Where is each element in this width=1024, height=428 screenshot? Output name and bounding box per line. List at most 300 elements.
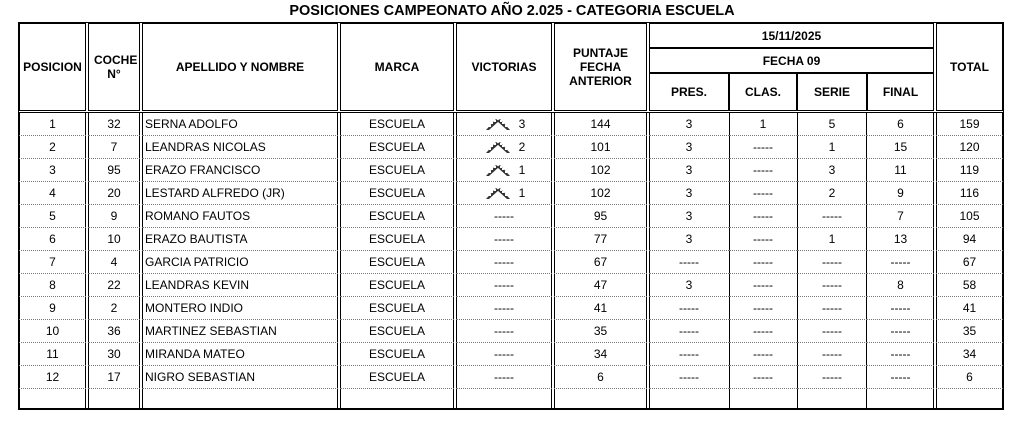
cell-text: 2 [49, 140, 56, 154]
cell-coche [88, 274, 140, 297]
cell-text: ESCUELA [368, 370, 426, 384]
cell-final [867, 113, 934, 136]
cell-text: 1 [828, 232, 836, 246]
cell-text: ----- [753, 278, 773, 292]
header-clas [729, 73, 797, 111]
cell-nombre [142, 274, 338, 297]
cell-text: ----- [890, 301, 911, 315]
cell-total [936, 182, 1003, 205]
cell-pres [649, 297, 729, 320]
cell-text: SERNA ADOLFO [145, 117, 238, 131]
header-fecha-label: FECHA 09 [762, 53, 821, 68]
cell-pres [649, 159, 729, 182]
cell-text: 5 [49, 209, 56, 223]
cell-total [936, 251, 1003, 274]
cell-clas [729, 228, 797, 251]
cell-text: 32 [107, 117, 121, 131]
table-row [0, 343, 1024, 366]
cell-text: 41 [593, 301, 608, 315]
cell-text: ----- [494, 232, 514, 246]
cell-text: ROMANO FAUTOS [145, 209, 251, 223]
cell-text: ESCUELA [368, 347, 426, 361]
header-posicion-label: POSICION [23, 60, 82, 74]
cell-text: ----- [822, 301, 842, 315]
cell-total [936, 320, 1003, 343]
cell-marca [340, 182, 454, 205]
row-separator [340, 388, 454, 389]
cell-text: 30 [107, 347, 121, 361]
cell-total [936, 366, 1003, 389]
victorias-group [456, 113, 552, 136]
cell-pres [649, 251, 729, 274]
cell-text: 34 [962, 347, 977, 361]
cell-final [867, 251, 934, 274]
cell-text: 8 [49, 278, 56, 292]
cell-text: ----- [494, 324, 514, 338]
cell-text: 94 [962, 232, 977, 246]
cell-text: 35 [593, 324, 608, 338]
cell-text: 22 [107, 278, 121, 292]
cell-final [867, 274, 934, 297]
cell-text: 9 [49, 301, 56, 315]
cell-text: 119 [959, 163, 980, 177]
header-total-label: TOTAL [950, 60, 989, 74]
cell-text: 17 [107, 370, 121, 384]
cell-text: ----- [753, 140, 773, 154]
cell-nombre [142, 343, 338, 366]
cell-text: 3 [685, 140, 693, 154]
cell-coche [88, 251, 140, 274]
cell-pres [649, 366, 729, 389]
cell-text: ----- [753, 370, 773, 384]
cell-text: ESCUELA [368, 278, 426, 292]
cell-marca [340, 343, 454, 366]
cell-text: 3 [828, 163, 836, 177]
table-row [0, 205, 1024, 228]
cell-victorias [456, 251, 552, 274]
cell-text: ----- [753, 209, 773, 223]
cell-coche [88, 366, 140, 389]
header-clas-label: CLAS. [745, 85, 781, 99]
cell-final [867, 205, 934, 228]
cell-text: 102 [590, 186, 611, 200]
cell-pres [649, 205, 729, 228]
cell-text: ESCUELA [368, 209, 426, 223]
cell-text: 5 [828, 117, 836, 131]
cell-serie [797, 159, 867, 182]
header-victorias-label: VICTORIAS [471, 60, 537, 74]
cell-serie [797, 205, 867, 228]
cell-clas [729, 297, 797, 320]
cell-coche [88, 205, 140, 228]
cell-text: ESCUELA [368, 163, 426, 177]
cell-serie [797, 343, 867, 366]
cell-text: 6 [597, 370, 604, 384]
cell-text: ----- [679, 324, 699, 338]
victorias-count: 3 [518, 117, 526, 131]
cell-total [936, 113, 1003, 136]
cell-final [867, 297, 934, 320]
cell-anterior [554, 159, 647, 182]
cell-serie [797, 274, 867, 297]
cell-pos [19, 274, 86, 297]
cell-text: 13 [893, 232, 908, 246]
cell-text: MARTINEZ SEBASTIAN [145, 324, 277, 338]
cell-text: 41 [962, 301, 977, 315]
cell-pos [19, 113, 86, 136]
cell-final [867, 159, 934, 182]
cell-text: ----- [890, 324, 911, 338]
cell-marca [340, 251, 454, 274]
victorias-count: 1 [518, 163, 526, 177]
cell-pos [19, 320, 86, 343]
cell-marca [340, 136, 454, 159]
header-fecha [649, 48, 934, 73]
cell-victorias [456, 274, 552, 297]
cell-text: ----- [822, 209, 842, 223]
table-row [0, 113, 1024, 136]
row-separator [729, 388, 797, 389]
cell-victorias [456, 205, 552, 228]
cell-text: ERAZO BAUTISTA [145, 232, 248, 246]
cell-coche [88, 136, 140, 159]
cell-pres [649, 182, 729, 205]
cell-victorias [456, 366, 552, 389]
cell-text: 20 [107, 186, 121, 200]
header-puntaje-label: PUNTAJE FECHA ANTERIOR [569, 46, 632, 88]
cell-clas [729, 343, 797, 366]
cell-marca [340, 366, 454, 389]
header-puntaje [554, 23, 647, 111]
cell-text: LESTARD ALFREDO (JR) [145, 186, 285, 200]
cell-total [936, 159, 1003, 182]
cell-nombre [142, 366, 338, 389]
cell-text: 159 [959, 117, 980, 131]
cell-text: 3 [685, 209, 693, 223]
cell-final [867, 320, 934, 343]
table-row [0, 136, 1024, 159]
cell-pos [19, 366, 86, 389]
cell-total [936, 343, 1003, 366]
cell-text: 67 [962, 255, 977, 269]
cell-text: 10 [45, 324, 60, 338]
cell-text: 1 [49, 117, 56, 131]
cell-text: ----- [494, 370, 514, 384]
cell-text: ESCUELA [368, 140, 426, 154]
cell-final [867, 228, 934, 251]
row-separator [797, 388, 867, 389]
cell-victorias [456, 136, 552, 159]
cell-text: ----- [753, 232, 773, 246]
cell-text: 58 [962, 278, 977, 292]
header-final [867, 73, 934, 111]
cell-clas [729, 251, 797, 274]
cell-anterior [554, 366, 647, 389]
header-posicion [19, 23, 86, 111]
cell-text: ----- [753, 163, 773, 177]
cell-text: 7 [897, 209, 904, 223]
cell-anterior [554, 274, 647, 297]
cell-text: MIRANDA MATEO [145, 347, 245, 361]
cell-marca [340, 113, 454, 136]
body-bottom-border [19, 408, 1003, 409]
cell-coche [88, 343, 140, 366]
cell-clas [729, 136, 797, 159]
cell-anterior [554, 113, 647, 136]
cell-text: 9 [897, 186, 904, 200]
cell-pos [19, 182, 86, 205]
checkered-flags-icon [483, 187, 513, 200]
table-row [0, 159, 1024, 182]
cell-text: LEANDRAS NICOLAS [145, 140, 266, 154]
cell-serie [797, 113, 867, 136]
cell-pos [19, 343, 86, 366]
cell-anterior [554, 320, 647, 343]
row-separator [142, 388, 338, 389]
cell-nombre [142, 113, 338, 136]
cell-anterior [554, 205, 647, 228]
cell-text: ----- [890, 347, 911, 361]
cell-text: ----- [494, 209, 514, 223]
cell-text: ESCUELA [368, 324, 426, 338]
cell-marca [340, 159, 454, 182]
cell-victorias [456, 159, 552, 182]
cell-coche [88, 182, 140, 205]
cell-text: ----- [822, 324, 842, 338]
cell-pos [19, 297, 86, 320]
header-pres [649, 73, 729, 111]
cell-text: ----- [753, 324, 773, 338]
header-victorias [456, 23, 552, 111]
cell-total [936, 136, 1003, 159]
cell-nombre [142, 205, 338, 228]
victorias-group [456, 159, 552, 182]
cell-text: ----- [679, 301, 699, 315]
cell-nombre [142, 251, 338, 274]
cell-victorias [456, 320, 552, 343]
cell-coche [88, 159, 140, 182]
cell-text: 6 [49, 232, 56, 246]
cell-text: 7 [49, 255, 56, 269]
cell-text: NIGRO SEBASTIAN [145, 370, 256, 384]
cell-text: ----- [890, 370, 911, 384]
cell-anterior [554, 251, 647, 274]
cell-text: 8 [897, 278, 904, 292]
table-row [0, 320, 1024, 343]
cell-total [936, 228, 1003, 251]
cell-nombre [142, 136, 338, 159]
cell-marca [340, 205, 454, 228]
cell-pres [649, 113, 729, 136]
cell-text: 47 [593, 278, 608, 292]
cell-text: 3 [685, 186, 693, 200]
cell-text: 35 [962, 324, 977, 338]
cell-clas [729, 366, 797, 389]
victorias-group [456, 136, 552, 159]
cell-text: ----- [494, 255, 514, 269]
header-serie-label: SERIE [813, 85, 850, 99]
cell-serie [797, 182, 867, 205]
cell-marca [340, 297, 454, 320]
cell-text: 120 [959, 140, 980, 154]
cell-text: ESCUELA [368, 117, 426, 131]
cell-anterior [554, 228, 647, 251]
cell-victorias [456, 297, 552, 320]
header-total [936, 23, 1003, 111]
cell-nombre [142, 159, 338, 182]
table-row [0, 274, 1024, 297]
cell-serie [797, 228, 867, 251]
cell-text: 9 [110, 209, 118, 223]
cell-text: ----- [822, 278, 842, 292]
cell-text: 3 [685, 163, 693, 177]
cell-text: GARCIA PATRICIO [145, 255, 249, 269]
cell-text: 102 [590, 163, 611, 177]
cell-anterior [554, 343, 647, 366]
cell-pos [19, 136, 86, 159]
cell-text: 144 [590, 117, 611, 131]
victorias-count: 2 [518, 140, 526, 154]
row-separator [88, 388, 140, 389]
cell-coche [88, 320, 140, 343]
cell-text: ----- [679, 370, 699, 384]
cell-coche [88, 228, 140, 251]
cell-final [867, 136, 934, 159]
cell-victorias [456, 113, 552, 136]
header-coche-label: COCHE N° [94, 53, 138, 81]
cell-text: ESCUELA [368, 232, 426, 246]
cell-nombre [142, 228, 338, 251]
cell-text: 1 [759, 117, 767, 131]
cell-clas [729, 205, 797, 228]
cell-text: 4 [110, 255, 118, 269]
row-separator [554, 388, 647, 389]
cell-text: 34 [593, 347, 608, 361]
cell-text: ----- [753, 347, 773, 361]
cell-serie [797, 136, 867, 159]
row-separator [936, 388, 1003, 389]
cell-pres [649, 343, 729, 366]
cell-pres [649, 320, 729, 343]
cell-text: ----- [494, 278, 514, 292]
cell-pres [649, 228, 729, 251]
cell-text: ----- [753, 255, 773, 269]
cell-text: ----- [679, 255, 699, 269]
header-coche [88, 23, 140, 111]
cell-text: 3 [49, 163, 56, 177]
cell-total [936, 205, 1003, 228]
cell-text: ----- [753, 301, 773, 315]
cell-text: ----- [679, 347, 699, 361]
cell-text: 11 [46, 347, 59, 361]
table-row [0, 251, 1024, 274]
checkered-flags-icon [483, 164, 513, 177]
cell-anterior [554, 136, 647, 159]
cell-coche [88, 297, 140, 320]
cell-text: 11 [894, 163, 907, 177]
cell-serie [797, 297, 867, 320]
header-marca-label: MARCA [374, 60, 420, 74]
header-date-label: 15/11/2025 [761, 28, 822, 43]
cell-serie [797, 366, 867, 389]
checkered-flags-icon [483, 118, 513, 131]
victorias-count: 1 [518, 186, 526, 200]
cell-text: ----- [494, 347, 514, 361]
cell-text: 3 [685, 117, 693, 131]
cell-text: 95 [107, 163, 121, 177]
cell-final [867, 366, 934, 389]
cell-pos [19, 251, 86, 274]
cell-final [867, 182, 934, 205]
cell-pos [19, 228, 86, 251]
cell-text: 15 [893, 140, 908, 154]
row-separator [867, 388, 934, 389]
header-final-label: FINAL [882, 85, 919, 99]
cell-serie [797, 320, 867, 343]
cell-pres [649, 136, 729, 159]
cell-clas [729, 113, 797, 136]
cell-text: ----- [822, 255, 842, 269]
table-row [0, 228, 1024, 251]
cell-text: 6 [966, 370, 973, 384]
cell-final [867, 343, 934, 366]
cell-total [936, 297, 1003, 320]
cell-text: ----- [494, 301, 514, 315]
header-marca [340, 23, 454, 111]
victorias-group [456, 182, 552, 205]
cell-text: 101 [590, 140, 611, 154]
cell-text: 4 [49, 186, 56, 200]
header-nombre [142, 23, 338, 111]
cell-pres [649, 274, 729, 297]
cell-victorias [456, 343, 552, 366]
cell-text: ----- [890, 255, 911, 269]
cell-text: 36 [107, 324, 121, 338]
cell-text: ----- [822, 347, 842, 361]
cell-text: 105 [959, 209, 980, 223]
cell-clas [729, 274, 797, 297]
cell-coche [88, 113, 140, 136]
cell-anterior [554, 297, 647, 320]
cell-text: 10 [107, 232, 121, 246]
cell-text: 95 [593, 209, 608, 223]
row-separator [19, 388, 86, 389]
cell-victorias [456, 228, 552, 251]
cell-text: LEANDRAS KEVIN [145, 278, 250, 292]
cell-text: ESCUELA [368, 255, 426, 269]
cell-text: MONTERO INDIO [145, 301, 243, 315]
cell-text: 2 [110, 301, 118, 315]
page-title: POSICIONES CAMPEONATO AÑO 2.025 - CATEGORIA ESCUELA [289, 3, 735, 19]
table-row [0, 182, 1024, 205]
cell-serie [797, 251, 867, 274]
cell-text: ----- [822, 370, 842, 384]
row-separator [456, 388, 552, 389]
cell-pos [19, 159, 86, 182]
header-pres-label: PRES. [670, 85, 707, 99]
cell-text: 3 [685, 232, 693, 246]
header-serie [797, 73, 867, 111]
checkered-flags-icon [483, 141, 513, 154]
cell-text: 3 [685, 278, 693, 292]
cell-text: 77 [593, 232, 608, 246]
cell-text: ----- [753, 186, 773, 200]
cell-text: 1 [828, 140, 836, 154]
cell-text: ESCUELA [368, 301, 426, 315]
cell-text: ESCUELA [368, 186, 426, 200]
cell-text: ERAZO FRANCISCO [145, 163, 261, 177]
header-date [649, 23, 934, 48]
